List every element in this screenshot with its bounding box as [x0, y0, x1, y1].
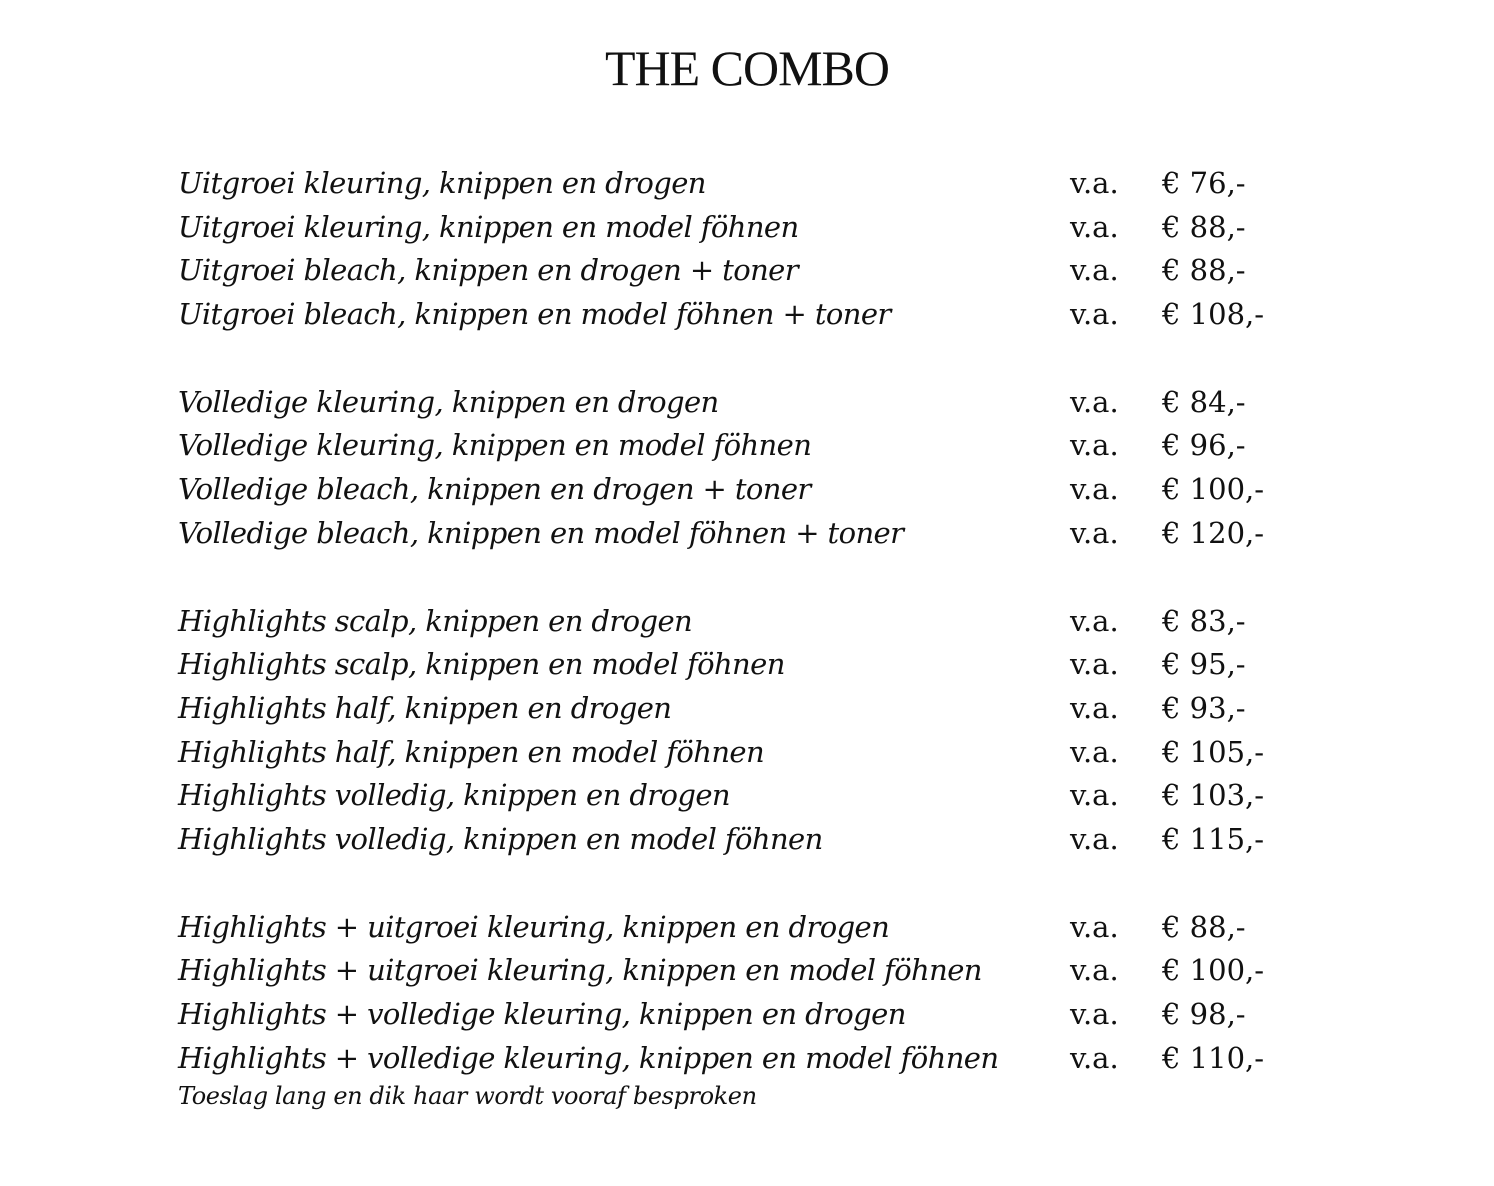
service-price: € 95,- [1162, 647, 1246, 682]
service-name: Highlights volledig, knippen en drogen [178, 778, 731, 813]
price-row [178, 1037, 1318, 1081]
service-name: Highlights half, knippen en model föhnen [178, 734, 765, 769]
service-price: € 93,- [1162, 690, 1246, 725]
service-price: € 84,- [1162, 384, 1246, 419]
service-name: Volledige bleach, knippen en drogen + toner [178, 472, 811, 507]
price-row [178, 162, 1318, 206]
from-label: v.a. [1070, 690, 1119, 725]
from-label: v.a. [1070, 603, 1119, 638]
price-row [178, 818, 1318, 862]
service-name: Highlights + uitgroei kleuring, knippen en model föhnen [178, 953, 982, 988]
price-row [178, 600, 1318, 644]
from-label: v.a. [1070, 953, 1119, 988]
from-label: v.a. [1070, 997, 1119, 1031]
service-name: Highlights + volledige kleuring, knippen en drogen [178, 997, 906, 1031]
service-price: € 120,- [1162, 515, 1265, 550]
price-row [178, 687, 1318, 731]
service-price: € 103,- [1162, 778, 1265, 813]
price-row [178, 381, 1318, 425]
service-price: € 100,- [1162, 472, 1265, 507]
price-row [178, 949, 1318, 993]
service-name: Volledige kleuring, knippen en model föhnen [178, 428, 812, 463]
price-row [178, 643, 1318, 687]
service-name: Volledige kleuring, knippen en drogen [178, 384, 719, 419]
service-name: Uitgroei bleach, knippen en drogen + toner [178, 253, 798, 288]
price-row [178, 512, 1318, 556]
from-label: v.a. [1070, 821, 1119, 856]
service-price: € 105,- [1162, 734, 1265, 769]
price-row [178, 731, 1318, 775]
service-name: Highlights scalp, knippen en drogen [178, 603, 693, 638]
from-label: v.a. [1070, 297, 1119, 332]
price-row [178, 249, 1318, 293]
service-price: € 115,- [1162, 821, 1265, 856]
from-label: v.a. [1070, 384, 1119, 419]
service-price: € 110,- [1162, 1040, 1265, 1075]
price-row [178, 774, 1318, 818]
price-group-uitgroei [178, 162, 1318, 337]
service-name: Volledige bleach, knippen en model föhnen + toner [178, 515, 904, 550]
service-price: € 88,- [1162, 209, 1246, 244]
service-name: Highlights volledig, knippen en model föhnen [178, 821, 823, 856]
from-label: v.a. [1070, 428, 1119, 463]
service-name: Highlights half, knippen en drogen [178, 690, 672, 725]
service-price: € 96,- [1162, 428, 1246, 463]
price-group-highlights [178, 600, 1318, 862]
service-price: € 98,- [1162, 997, 1246, 1031]
surcharge-note: Toeslag lang en dik haar wordt vooraf besproken [178, 1082, 757, 1110]
price-group-volledige [178, 381, 1318, 556]
from-label: v.a. [1070, 734, 1119, 769]
price-row [178, 206, 1318, 250]
price-row [178, 424, 1318, 468]
service-price: € 108,- [1162, 297, 1265, 332]
from-label: v.a. [1070, 647, 1119, 682]
price-group-highlights-combo [178, 906, 1318, 1081]
service-price: € 88,- [1162, 909, 1246, 944]
from-label: v.a. [1070, 209, 1119, 244]
service-price: € 100,- [1162, 953, 1265, 988]
from-label: v.a. [1070, 253, 1119, 288]
from-label: v.a. [1070, 909, 1119, 944]
price-list [178, 162, 1318, 1080]
from-label: v.a. [1070, 472, 1119, 507]
page-title: THE COMBO [604, 40, 890, 96]
price-row [178, 293, 1318, 337]
price-row [178, 468, 1318, 512]
service-name: Highlights + uitgroei kleuring, knippen en drogen [178, 909, 890, 944]
service-price: € 83,- [1162, 603, 1246, 638]
from-label: v.a. [1070, 515, 1119, 550]
service-name: Uitgroei bleach, knippen en model föhnen + toner [178, 297, 891, 332]
price-row [178, 993, 1318, 1037]
service-price: € 76,- [1162, 166, 1246, 200]
service-price: € 88,- [1162, 253, 1246, 288]
service-name: Uitgroei kleuring, knippen en drogen [178, 166, 706, 200]
from-label: v.a. [1070, 1040, 1119, 1075]
service-name: Highlights + volledige kleuring, knippen en model föhnen [178, 1040, 999, 1075]
from-label: v.a. [1070, 778, 1119, 813]
price-row [178, 906, 1318, 950]
service-name: Highlights scalp, knippen en model föhnen [178, 647, 785, 682]
service-name: Uitgroei kleuring, knippen en model föhnen [178, 209, 799, 244]
from-label: v.a. [1070, 166, 1119, 200]
